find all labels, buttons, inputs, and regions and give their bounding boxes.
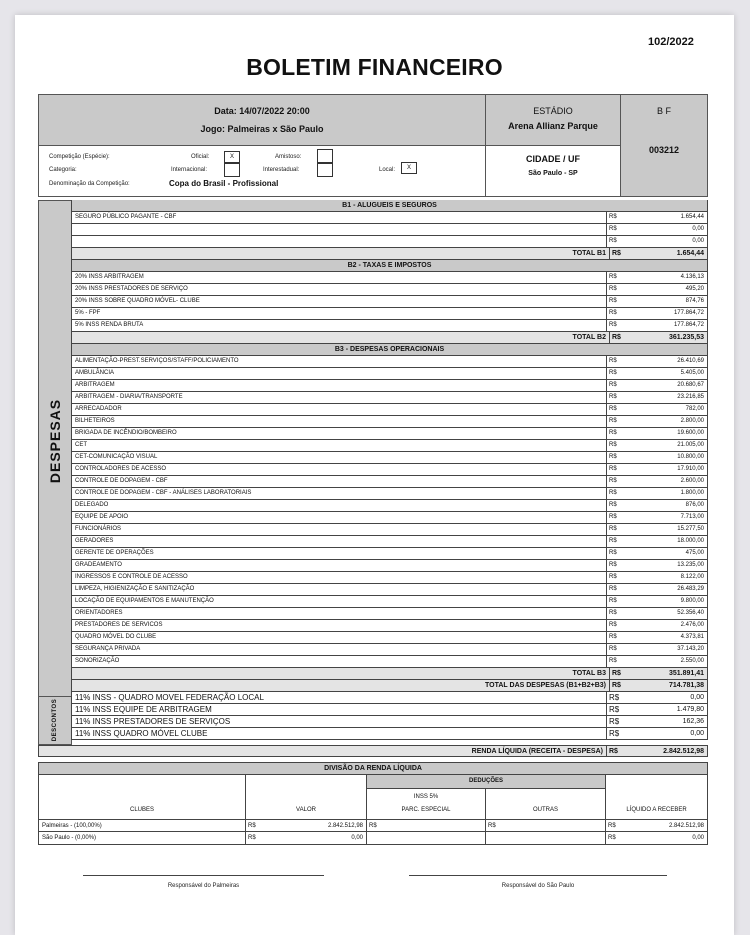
currency-symbol: R$ — [607, 356, 627, 367]
b2-row — [71, 308, 708, 320]
currency-symbol: R$ — [607, 212, 627, 223]
item-description: SEGURANÇA PRIVADA — [72, 644, 607, 655]
item-description: ARRECADADOR — [72, 404, 607, 415]
b2-row — [71, 284, 708, 296]
currency-symbol: R$ — [248, 823, 256, 829]
total-label: TOTAL B3 — [72, 668, 610, 679]
b3-row — [71, 596, 708, 608]
total-value: 351.891,41 — [630, 668, 707, 679]
item-value: 1.654,44 — [627, 212, 707, 223]
category-label: Categoria: — [49, 167, 77, 173]
deductions-header: DEDUÇÕES — [367, 775, 605, 788]
b3-row — [71, 464, 708, 476]
signature-line-sao-paulo — [409, 875, 667, 876]
item-description: 20% INSS ARBITRAGEM — [72, 272, 607, 283]
item-value: 495,20 — [627, 284, 707, 295]
currency-symbol: R$ — [607, 560, 627, 571]
item-description: CONTROLE DE DOPAGEM - CBF - ANÁLISES LABORATORIAIS — [72, 488, 607, 499]
currency-symbol: R$ — [607, 644, 627, 655]
b1-row — [71, 212, 708, 224]
currency-symbol: R$ — [607, 692, 627, 703]
item-description: CONTROLADORES DE ACESSO — [72, 464, 607, 475]
b2-row — [71, 320, 708, 332]
item-description: DELEGADO — [72, 500, 607, 511]
currency-symbol: R$ — [607, 440, 627, 451]
item-value: 37.143,20 — [627, 644, 707, 655]
currency-symbol: R$ — [607, 632, 627, 643]
item-value: 2.600,00 — [627, 476, 707, 487]
bf-number: 003212 — [648, 145, 680, 155]
net-income-row — [38, 745, 708, 757]
b2-row — [71, 272, 708, 284]
official-label: Oficial: — [191, 154, 210, 160]
item-description: GRADEAMENTO — [72, 560, 607, 571]
signature-label-palmeiras: Responsável do Palmeiras — [167, 883, 240, 889]
col-inss-line1: INSS 5% — [413, 794, 439, 800]
item-description: ORIENTADORES — [72, 608, 607, 619]
item-value: 475,00 — [627, 548, 707, 559]
item-description: ARBITRAGEM - DIARIA/TRANSPORTE — [72, 392, 607, 403]
stadium-name: Arena Allianz Parque — [508, 121, 598, 131]
item-description: 11% INSS - QUADRO MOVEL FEDERAÇÃO LOCAL — [72, 692, 607, 703]
b3-total-row — [71, 668, 708, 680]
item-value: 10.800,00 — [627, 452, 707, 463]
item-value: 19.600,00 — [627, 428, 707, 439]
competition-species-label: Competição (Espécie): — [49, 154, 110, 160]
item-description: INGRESSOS E CONTROLE DE ACESSO — [72, 572, 607, 583]
currency-symbol: R$ — [607, 428, 627, 439]
division-title: DIVISÃO DA RENDA LÍQUIDA — [38, 762, 708, 775]
b3-row — [71, 572, 708, 584]
total-label: TOTAL B1 — [72, 248, 610, 259]
currency-symbol: R$ — [607, 500, 627, 511]
currency-symbol: R$ — [610, 248, 630, 259]
currency-symbol: R$ — [607, 476, 627, 487]
match-header — [38, 94, 708, 197]
city-value: São Paulo - SP — [528, 170, 578, 177]
club-name: São Paulo - (0,00%) — [42, 835, 97, 841]
grand-total-row — [71, 680, 708, 692]
b3-row — [71, 416, 708, 428]
b3-row — [71, 584, 708, 596]
col-inss-line2: PARC. ESPECIAL — [401, 807, 451, 813]
descontos-side-label: DESCONTOS — [52, 698, 58, 742]
b3-row — [71, 440, 708, 452]
desconto-row — [71, 728, 708, 740]
club-value: 2.842.512,98 — [327, 823, 363, 829]
b3-row — [71, 392, 708, 404]
currency-symbol: R$ — [610, 680, 630, 691]
currency-symbol: R$ — [607, 572, 627, 583]
despesas-side-label: DESPESAS — [47, 398, 63, 484]
local-checkbox[interactable]: X — [401, 162, 417, 174]
division-table — [38, 762, 708, 845]
item-description — [72, 236, 607, 247]
b3-row — [71, 548, 708, 560]
item-value: 876,00 — [627, 500, 707, 511]
item-description: 20% INSS PRESTADORES DE SERVIÇO — [72, 284, 607, 295]
item-value: 4.136,13 — [627, 272, 707, 283]
item-description: BRIGADA DE INCÊNDIO/BOMBEIRO — [72, 428, 607, 439]
item-description: 11% INSS QUADRO MÓVEL CLUBE — [72, 728, 607, 739]
item-value: 17.910,00 — [627, 464, 707, 475]
currency-symbol: R$ — [607, 728, 627, 739]
item-value: 23.216,85 — [627, 392, 707, 403]
currency-symbol: R$ — [607, 704, 627, 715]
despesas-side-panel — [38, 200, 72, 697]
item-description: CET-COMUNICAÇÃO VISUAL — [72, 452, 607, 463]
total-label: TOTAL DAS DESPESAS (B1+B2+B3) — [72, 680, 610, 691]
currency-symbol: R$ — [607, 368, 627, 379]
currency-symbol: R$ — [607, 464, 627, 475]
currency-symbol: R$ — [607, 596, 627, 607]
item-value: 2.550,00 — [627, 656, 707, 667]
item-description: AMBULÂNCIA — [72, 368, 607, 379]
b1-section-header: B1 - ALUGUEIS E SEGUROS — [71, 200, 708, 212]
currency-symbol: R$ — [607, 296, 627, 307]
item-value: 26.410,69 — [627, 356, 707, 367]
b3-row — [71, 356, 708, 368]
item-description: LIMPEZA, HIGIENIZAÇÃO E SANITIZAÇÃO — [72, 584, 607, 595]
currency-symbol: R$ — [607, 320, 627, 331]
b1-row — [71, 224, 708, 236]
item-description — [72, 224, 607, 235]
city-cell — [486, 146, 621, 196]
b3-row — [71, 620, 708, 632]
item-description: LOCAÇÃO DE EQUIPAMENTOS E MANUTENÇÃO — [72, 596, 607, 607]
item-value: 0,00 — [627, 236, 707, 247]
col-outras: OUTRAS — [532, 807, 558, 813]
currency-symbol: R$ — [607, 272, 627, 283]
item-description: PRESTADORES DE SERVICOS — [72, 620, 607, 631]
item-value: 5.405,00 — [627, 368, 707, 379]
competition-name-label: Denominação da Competição: — [49, 181, 130, 187]
bf-cell — [621, 95, 707, 196]
total-value: 361.235,53 — [630, 332, 707, 343]
competition-name: Copa do Brasil - Profissional — [169, 179, 279, 188]
b3-row — [71, 524, 708, 536]
competition-info — [39, 146, 486, 196]
friendly-checkbox[interactable] — [317, 149, 333, 163]
currency-symbol: R$ — [248, 835, 256, 841]
international-label: Internacional: — [171, 167, 208, 173]
b1-row — [71, 236, 708, 248]
b3-row — [71, 512, 708, 524]
currency-symbol: R$ — [607, 512, 627, 523]
col-liquido: LÍQUIDO A RECEBER — [626, 807, 687, 813]
item-description: 5% - FPF — [72, 308, 607, 319]
currency-symbol: R$ — [607, 380, 627, 391]
b3-row — [71, 536, 708, 548]
item-description: FUNCIONÁRIOS — [72, 524, 607, 535]
item-value: 874,76 — [627, 296, 707, 307]
match-game: Jogo: Palmeiras x São Paulo — [200, 124, 324, 134]
currency-symbol: R$ — [610, 332, 630, 343]
b3-section-header: B3 - DESPESAS OPERACIONAIS — [71, 344, 708, 356]
item-value: 2.476,00 — [627, 620, 707, 631]
currency-symbol: R$ — [488, 823, 496, 829]
match-date: Data: 14/07/2022 20:00 — [214, 106, 310, 116]
b2-row — [71, 296, 708, 308]
expense-rows — [71, 200, 708, 740]
b3-row — [71, 656, 708, 668]
division-grid — [38, 775, 708, 845]
currency-symbol: R$ — [607, 488, 627, 499]
item-value: 21.005,00 — [627, 440, 707, 451]
total-value: 714.781,38 — [630, 680, 707, 691]
item-value: 13.235,00 — [627, 560, 707, 571]
currency-symbol: R$ — [607, 608, 627, 619]
currency-symbol: R$ — [607, 524, 627, 535]
item-description: EQUIPE DE APOIO — [72, 512, 607, 523]
document-page — [15, 15, 734, 935]
col-valor: VALOR — [296, 807, 316, 813]
b3-row — [71, 608, 708, 620]
document-title: BOLETIM FINANCEIRO — [246, 54, 503, 80]
b3-row — [71, 428, 708, 440]
b3-row — [71, 488, 708, 500]
friendly-label: Amistoso: — [275, 154, 302, 160]
international-checkbox[interactable] — [224, 163, 240, 177]
item-description: GERADORES — [72, 536, 607, 547]
item-description: 11% INSS PRESTADORES DE SERVIÇOS — [72, 716, 607, 727]
club-value: 0,00 — [351, 835, 363, 841]
item-description: 5% INSS RENDA BRUTA — [72, 320, 607, 331]
document-number: 102/2022 — [648, 36, 694, 48]
b3-row — [71, 500, 708, 512]
item-description: BILHETEIROS — [72, 416, 607, 427]
item-value: 52.356,40 — [627, 608, 707, 619]
official-checkbox[interactable]: X — [224, 151, 240, 163]
currency-symbol: R$ — [369, 823, 377, 829]
currency-symbol: R$ — [607, 536, 627, 547]
bf-label: B F — [656, 106, 671, 116]
item-value: 0,00 — [627, 224, 707, 235]
currency-symbol: R$ — [607, 452, 627, 463]
currency-symbol: R$ — [608, 823, 616, 829]
item-value: 8.122,00 — [627, 572, 707, 583]
descontos-side-panel — [38, 696, 72, 745]
item-description: ARBITRAGEM — [72, 380, 607, 391]
item-description: QUADRO MÓVEL DO CLUBE — [72, 632, 607, 643]
b3-row — [71, 560, 708, 572]
b3-row — [71, 476, 708, 488]
total-label: TOTAL B2 — [72, 332, 610, 343]
item-value: 177.864,72 — [627, 320, 707, 331]
b3-row — [71, 452, 708, 464]
city-label: CIDADE / UF — [526, 154, 580, 164]
item-value: 177.864,72 — [627, 308, 707, 319]
item-value: 1.479,80 — [627, 704, 707, 715]
item-value: 15.277,50 — [627, 524, 707, 535]
match-info-cell — [39, 95, 486, 146]
interstate-checkbox[interactable] — [317, 163, 333, 177]
interstate-label: Interestadual: — [263, 167, 300, 173]
desconto-row — [71, 704, 708, 716]
item-description: CONTROLE DE DOPAGEM - CBF — [72, 476, 607, 487]
signature-label-sao-paulo: Responsável do São Paulo — [501, 883, 575, 889]
currency-symbol: R$ — [607, 284, 627, 295]
item-value: 1.800,00 — [627, 488, 707, 499]
item-value: 18.000,00 — [627, 536, 707, 547]
total-value: 1.654,44 — [630, 248, 707, 259]
currency-symbol: R$ — [608, 835, 616, 841]
stadium-label: ESTÁDIO — [533, 106, 573, 116]
currency-symbol: R$ — [610, 668, 630, 679]
item-value: 2.800,00 — [627, 416, 707, 427]
currency-symbol: R$ — [607, 236, 627, 247]
item-value: 162,36 — [627, 716, 707, 727]
item-value: 7.713,00 — [627, 512, 707, 523]
b3-row — [71, 632, 708, 644]
col-clubes: CLUBES — [129, 807, 154, 813]
signature-line-palmeiras — [83, 875, 324, 876]
item-value: 20.680,67 — [627, 380, 707, 391]
item-description: 11% INSS EQUIPE DE ARBITRAGEM — [72, 704, 607, 715]
net-receivable-value: 0,00 — [692, 835, 704, 841]
item-value: 4.373,81 — [627, 632, 707, 643]
b2-section-header: B2 - TAXAS E IMPOSTOS — [71, 260, 708, 272]
b3-row — [71, 368, 708, 380]
item-value: 0,00 — [627, 728, 707, 739]
desconto-row — [71, 716, 708, 728]
b3-row — [71, 404, 708, 416]
currency-symbol: R$ — [607, 404, 627, 415]
item-value: 9.800,00 — [627, 596, 707, 607]
item-description: 20% INSS SOBRE QUADRO MÓVEL- CLUBE — [72, 296, 607, 307]
b1-total-row — [71, 248, 708, 260]
item-description: GERENTE DE OPERAÇÕES — [72, 548, 607, 559]
currency-symbol: R$ — [607, 548, 627, 559]
currency-symbol: R$ — [609, 748, 618, 755]
currency-symbol: R$ — [607, 392, 627, 403]
club-name: Palmeiras - (100,00%) — [42, 823, 102, 829]
currency-symbol: R$ — [607, 656, 627, 667]
currency-symbol: R$ — [607, 308, 627, 319]
stadium-cell — [486, 95, 621, 146]
item-description: CET — [72, 440, 607, 451]
b3-row — [71, 644, 708, 656]
item-description: ALIMENTAÇÃO-PREST.SERVIÇOS/STAFF/POLICIAMENTO — [72, 356, 607, 367]
item-value: 782,00 — [627, 404, 707, 415]
local-label: Local: — [379, 167, 396, 173]
currency-symbol: R$ — [607, 716, 627, 727]
currency-symbol: R$ — [607, 416, 627, 427]
item-description: SEGURO PÚBLICO PAGANTE - CBF — [72, 212, 607, 223]
b2-total-row — [71, 332, 708, 344]
item-description: SONORIZAÇÃO — [72, 656, 607, 667]
item-value: 0,00 — [627, 692, 707, 703]
net-income-label: RENDA LÍQUIDA (RECEITA - DESPESA) — [39, 746, 607, 756]
currency-symbol: R$ — [607, 584, 627, 595]
net-income-value: 2.842.512,98 — [663, 748, 704, 755]
item-value: 26.483,29 — [627, 584, 707, 595]
currency-symbol: R$ — [607, 620, 627, 631]
desconto-row — [71, 692, 708, 704]
net-receivable-value: 2.842.512,98 — [668, 823, 704, 829]
b3-row — [71, 380, 708, 392]
currency-symbol: R$ — [607, 224, 627, 235]
